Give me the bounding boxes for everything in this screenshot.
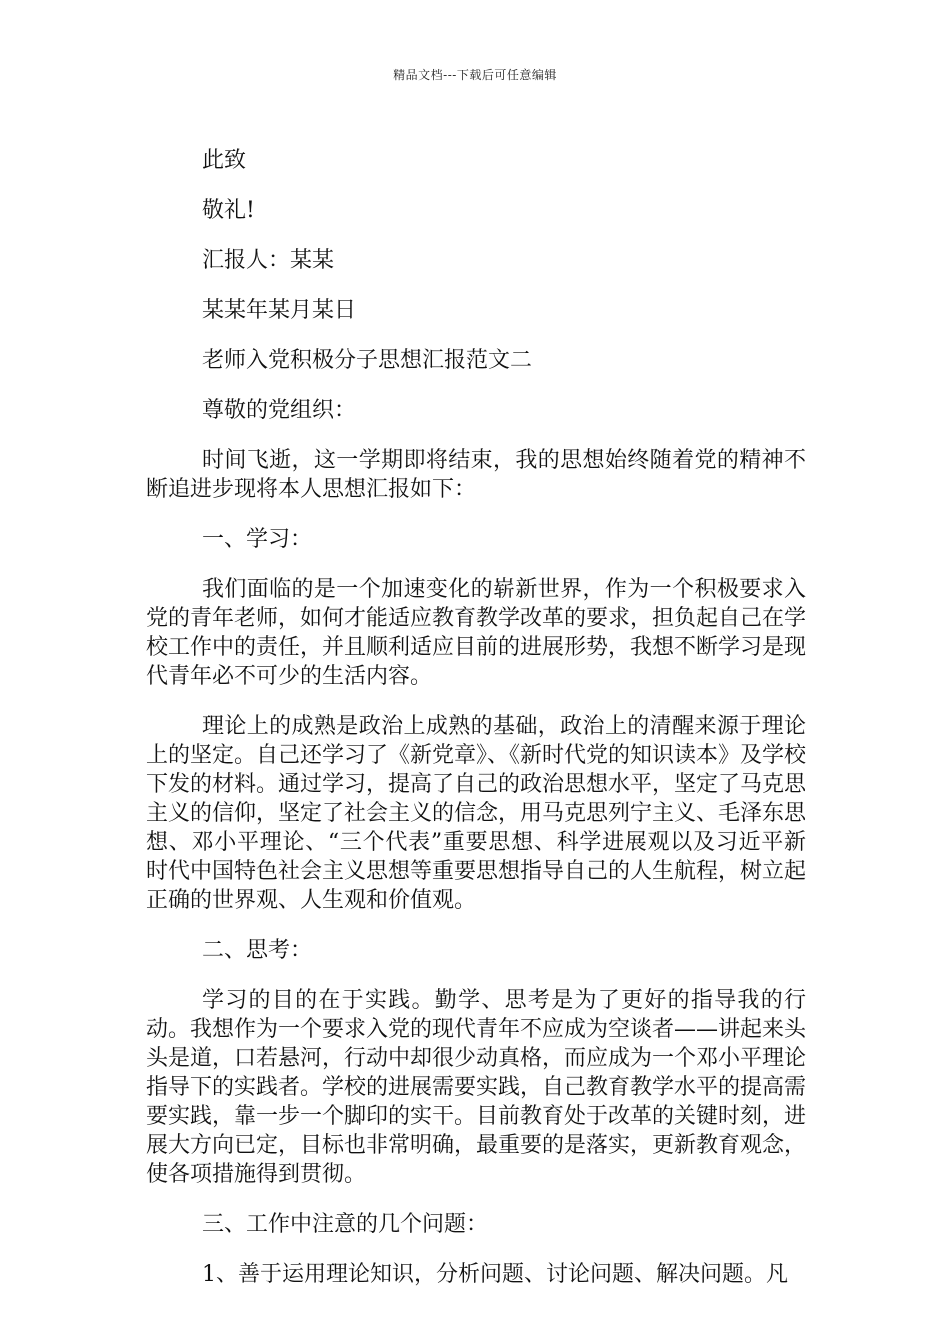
paragraph-study-1: 我们面临的是一个加速变化的崭新世界，作为一个积极要求入党的青年老师，如何才能适应教育教学改革的要求，担负起自己在学校工作中的责任，并且顺利适应目前的进展形势，我想不断学习是现代青年必不可少的生活内容。 (146, 577, 807, 689)
paragraph-intro: 时间飞逝，这一学期即将结束，我的思想始终随着党的精神不断追进步现将本人思想汇报如下： (146, 448, 806, 502)
salute-line: 敬礼! (202, 198, 255, 223)
section-heading-thinking: 二、思考： (202, 938, 313, 963)
paragraph-thinking: 学习的目的在于实践。勤学、思考是为了更好的指导我的行动。我想作为一个要求入党的现代青年不应成为空谈者——讲起来头头是道，口若悬河，行动中却很少动真格，而应成为一个邓小平理论指导下的实践者。学校的进展需要实践，自己教育教学水平的提高需要实践，靠一步一个脚印的实干。目前教育处于改革的关键时刻，进展大方向已定，目标也非常明确，最重要的是落实，更新教育观念，使各项措施得到贯彻。 (146, 988, 807, 1187)
paragraph-issue-1: 1、善于运用理论知识，分析问题、讨论问题、解决问题。凡 (202, 1262, 788, 1287)
closing-line: 此致 (202, 148, 247, 173)
document-title: 老师入党积极分子思想汇报范文二 (202, 348, 533, 373)
section-heading-study: 一、学习： (202, 527, 313, 552)
greeting-line: 尊敬的党组织： (202, 398, 357, 423)
section-heading-issues: 三、工作中注意的几个问题： (202, 1212, 489, 1237)
date-line: 某某年某月某日 (202, 298, 357, 323)
reporter-line: 汇报人：某某 (202, 248, 335, 273)
paragraph-study-2: 理论上的成熟是政治上成熟的基础，政治上的清醒来源于理论上的坚定。自己还学习了《新党章》、《新时代党的知识读本》及学校下发的材料。通过学习，提高了自己的政治思想水平，坚定了马克思主义的信仰，坚定了社会主义的信念，用马克思列宁主义、毛泽东思想、邓小平理论、“三个代表”重要思想、科学进展观以及习近平新时代中国特色社会主义思想等重要思想指导自己的人生航程，树立起正确的世界观、人生观和价值观。 (146, 714, 807, 913)
document-body (146, 146, 806, 1310)
page-header: 精品文档---下载后可任意编辑 (393, 68, 557, 82)
